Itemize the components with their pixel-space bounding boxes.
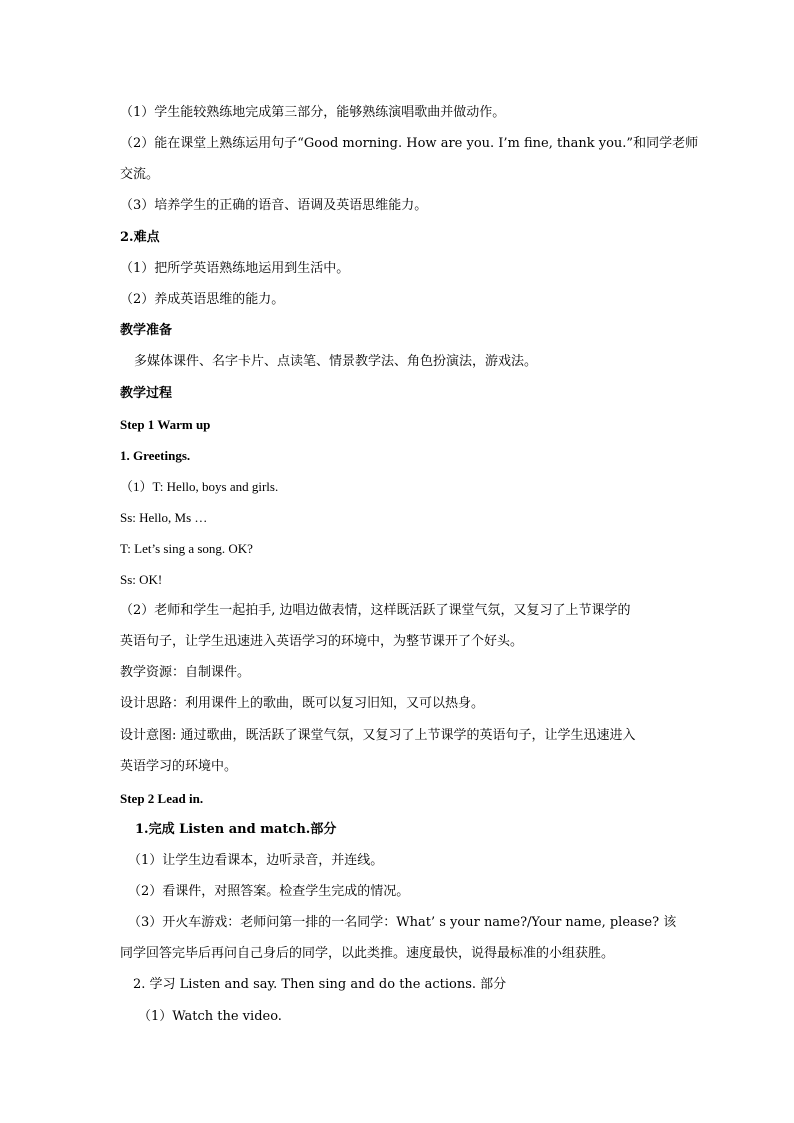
objective-1: （1）学生能较熟练地完成第三部分，能够熟练演唱歌曲并做动作。 <box>120 105 506 120</box>
difficulty-2: （2）养成英语思维的能力。 <box>120 292 285 307</box>
design-idea: 设计思路：利用课件上的歌曲，既可以复习旧知，又可以热身。 <box>120 696 485 711</box>
activity-description-1: （2）老师和学生一起拍手, 边唱边做表情，这样既活跃了课堂气氛，又复习了上节课学的 <box>120 603 631 618</box>
objective-3: （3）培养学生的正确的语音、语调及英语思维能力。 <box>120 198 428 213</box>
teaching-resource: 教学资源：自制课件。 <box>120 665 251 680</box>
activity-description-1-continued: 英语句子，让学生迅速进入英语学习的环境中，为整节课开了个好头。 <box>120 634 524 649</box>
greetings-heading: 1. Greetings. <box>120 448 191 463</box>
listen-and-say-heading: 2. 学习 Listen and say. Then sing and do the actions. 部分 <box>133 977 507 992</box>
listen-and-match-step-1: （1）让学生边看课本，边听录音，并连线。 <box>128 853 384 868</box>
step-2-heading: Step 2 Lead in. <box>120 791 204 806</box>
design-intent-continued: 英语学习的环境中。 <box>120 759 238 774</box>
objective-2-continued: 交流。 <box>120 167 160 182</box>
listen-and-match-step-2: （2）看课件，对照答案。检查学生完成的情况。 <box>128 884 410 899</box>
step-1-heading: Step 1 Warm up <box>120 417 211 432</box>
section-difficulties-heading: 2.难点 <box>120 230 160 245</box>
dialogue-line-4: Ss: OK! <box>120 572 163 587</box>
dialogue-line-2: Ss: Hello, Ms … <box>120 510 208 525</box>
watch-video-step: （1）Watch the video. <box>138 1009 282 1024</box>
listen-and-match-step-3-continued: 同学回答完毕后再问自己身后的同学，以此类推。速度最快，说得最标准的小组获胜。 <box>120 946 615 961</box>
objective-2: （2）能在课堂上熟练运用句子“Good morning. How are you. I’m fine, thank you.”和同学老师 <box>120 136 699 151</box>
teaching-preparation-heading: 教学准备 <box>120 323 173 338</box>
listen-and-match-heading: 1.完成 Listen and match.部分 <box>135 822 337 837</box>
difficulty-1: （1）把所学英语熟练地运用到生活中。 <box>120 261 350 276</box>
dialogue-line-3: T: Let’s sing a song. OK? <box>120 541 253 556</box>
listen-and-match-step-3: （3）开火车游戏：老师问第一排的一名同学：What’ s your name?/Your name, please? 该 <box>128 915 677 930</box>
design-intent: 设计意图: 通过歌曲，既活跃了课堂气氛，又复习了上节课学的英语句子，让学生迅速进入 <box>120 728 636 743</box>
teaching-preparation-text: 多媒体课件、名字卡片、点读笔、情景教学法、角色扮演法，游戏法。 <box>134 354 538 369</box>
teaching-process-heading: 教学过程 <box>120 386 173 401</box>
dialogue-line-1: （1）T: Hello, boys and girls. <box>120 479 279 494</box>
